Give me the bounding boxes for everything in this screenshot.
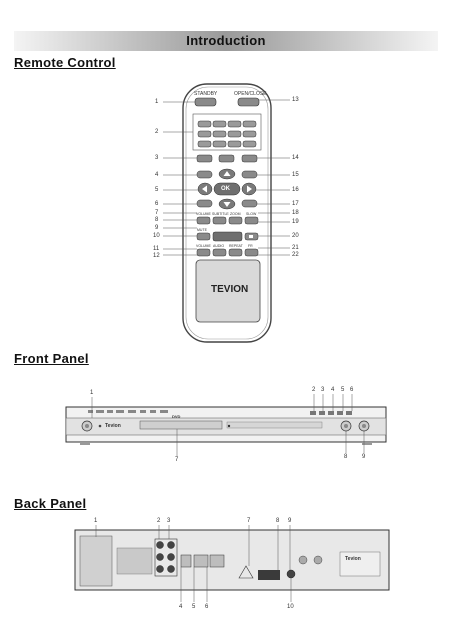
disc-tray: [140, 421, 222, 429]
back-callout-3: 3: [167, 518, 171, 524]
front-panel-heading: Front Panel: [14, 351, 89, 366]
display-window: [227, 422, 322, 428]
callout-18: 18: [292, 210, 299, 216]
volume-up-button: [197, 217, 210, 224]
back-callout-6: 6: [205, 604, 209, 610]
open-close-label: OPEN/CLOSE: [234, 91, 267, 97]
back-brand-logo: Tevion: [345, 556, 361, 562]
front-callout-5: 5: [341, 387, 345, 393]
standby-label: STANDBY: [194, 91, 218, 97]
menu-button: [197, 155, 212, 162]
callout-3: 3: [155, 155, 159, 161]
front-disc-logo: DVD: [172, 414, 181, 419]
fr-label: FR: [248, 244, 253, 248]
front-callout-9: 9: [362, 454, 366, 460]
callout-2: 2: [155, 129, 159, 135]
callout-19: 19: [292, 219, 299, 225]
back-panel-heading: Back Panel: [14, 496, 87, 511]
front-callout-1: 1: [90, 390, 94, 396]
zoom-label: ZOOM: [230, 212, 241, 216]
ir-sensor: [228, 425, 230, 427]
volume-up-label: VOLUME: [196, 212, 211, 216]
front-callout-2: 2: [312, 387, 316, 393]
remote-brand-logo: TEVION: [211, 284, 249, 295]
back-scart: [181, 555, 191, 567]
back-coax: [210, 555, 224, 567]
standby-led: [99, 425, 102, 428]
callout-14: 14: [292, 155, 299, 161]
slow-button: [245, 217, 258, 224]
callout-17: 17: [292, 201, 299, 207]
audio-button: [213, 249, 226, 256]
front-foot-left: [80, 442, 90, 445]
back-callout-7: 7: [247, 518, 251, 524]
subtitle-label: SUBTITLE: [212, 212, 229, 216]
back-callout-8: 8: [276, 518, 280, 524]
power-knob-center: [85, 424, 89, 428]
callout-22: 22: [292, 252, 299, 258]
back-label-sticker: [117, 548, 152, 574]
slow-label: SLOW: [246, 212, 257, 216]
back-callout-2: 2: [157, 518, 161, 524]
fr-button: [245, 249, 258, 256]
callout-20: 20: [292, 233, 299, 239]
back-svideo: [194, 555, 208, 567]
back-scart-main: [258, 570, 280, 580]
standby-button: [195, 98, 216, 106]
repeat-button: [229, 249, 242, 256]
prev-button: [197, 200, 212, 207]
back-fan-grille: [80, 536, 112, 586]
remote-control-heading: Remote Control: [14, 55, 116, 70]
callout-9: 9: [155, 225, 159, 231]
callout-15: 15: [292, 172, 299, 178]
return-button: [242, 171, 257, 178]
front-callout-6: 6: [350, 387, 354, 393]
ok-label: OK: [221, 186, 230, 192]
front-format-logos: [88, 410, 168, 413]
back-callout-9: 9: [288, 518, 292, 524]
back-digital-out: [287, 570, 295, 578]
title-button: [219, 155, 234, 162]
front-callout-7: 7: [175, 457, 179, 463]
play-pause-button: [213, 232, 242, 241]
page-title: Introduction: [186, 33, 266, 48]
mute-label: MUTE: [197, 228, 207, 232]
zoom-button: [229, 217, 242, 224]
volume-down-label: VOLUME: [196, 244, 211, 248]
display-button: [242, 155, 257, 162]
front-callout-3: 3: [321, 387, 325, 393]
callout-13: 13: [292, 97, 299, 103]
callout-5: 5: [155, 187, 159, 193]
front-brand-logo: Tevion: [105, 423, 121, 429]
callout-16: 16: [292, 187, 299, 193]
front-callout-8: 8: [344, 454, 348, 460]
front-callout-4: 4: [331, 387, 335, 393]
audio-label: AUDIO: [213, 244, 225, 248]
front-foot-right: [362, 442, 372, 445]
back-callout-10: 10: [287, 604, 294, 610]
repeat-label: REPEAT: [229, 244, 243, 248]
subtitle-button: [213, 217, 226, 224]
setup-button: [197, 171, 212, 178]
back-callout-1: 1: [94, 518, 98, 524]
next-button: [242, 200, 257, 207]
stop-icon: [249, 235, 253, 238]
callout-7: 7: [155, 210, 159, 216]
back-callout-4: 4: [179, 604, 183, 610]
callout-10: 10: [153, 233, 160, 239]
callout-4: 4: [155, 172, 159, 178]
callout-21: 21: [292, 245, 299, 251]
callout-12: 12: [153, 253, 160, 259]
callout-6: 6: [155, 201, 159, 207]
mute-button: [197, 233, 210, 240]
volume-down-button: [197, 249, 210, 256]
callout-11: 11: [153, 246, 160, 252]
back-callout-5: 5: [192, 604, 196, 610]
callout-8: 8: [155, 217, 159, 223]
callout-1: 1: [155, 99, 159, 105]
open-close-button: [238, 98, 259, 106]
